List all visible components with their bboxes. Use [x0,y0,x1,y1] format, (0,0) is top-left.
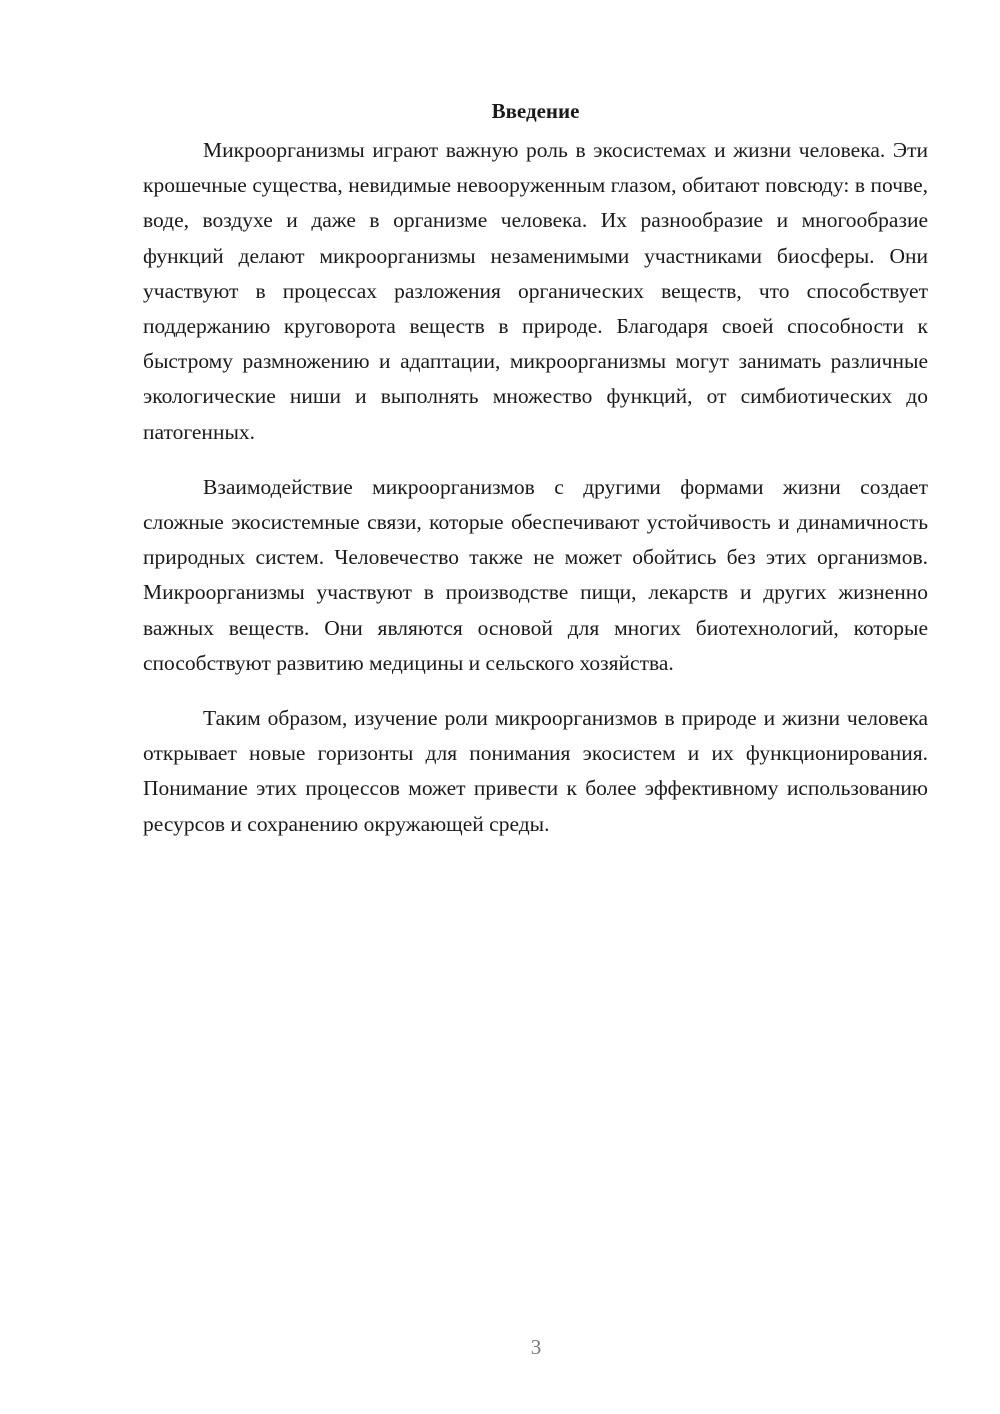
section-heading: Введение [491,99,580,123]
paragraph-2: Взаимодействие микроорганизмов с другими формами жизни создает сложные экосистемные связи, которые обеспечивают устойчивость и динамичность природных систем. Человечество также не может обойтись без этих организмов. Микроорганизмы участвуют в производстве пищи, лекарств и других жизненно важных веществ. Они являются основой для многих биотехнологий, которые способствуют развитию медицины и сельского хозяйства. [143,474,928,675]
paragraph-1: Микроорганизмы играют важную роль в экосистемах и жизни человека. Эти крошечные существа, невидимые невооруженным глазом, обитают повсюду: в почве, воде, воздухе и даже в организме человека. Их разнообразие и многообразие функций делают микроорганизмы незаменимыми участниками биосферы. Они участвуют в процессах разложения органических веществ, что способствует поддержанию круговорота веществ в природе. Благодаря своей способности к быстрому размножению и адаптации, микроорганизмы могут занимать различные экологические ниши и выполнять множество функций, от симбиотических до патогенных. [143,138,928,444]
page-number: 3 [530,1335,542,1359]
page-content [143,93,928,862]
paragraph-3: Таким образом, изучение роли микроорганизмов в природе и жизни человека открывает новые горизонты для понимания экосистем и их функционирования. Понимание этих процессов может привести к более эффективному использованию ресурсов и сохранению окружающей среды. [143,706,928,836]
